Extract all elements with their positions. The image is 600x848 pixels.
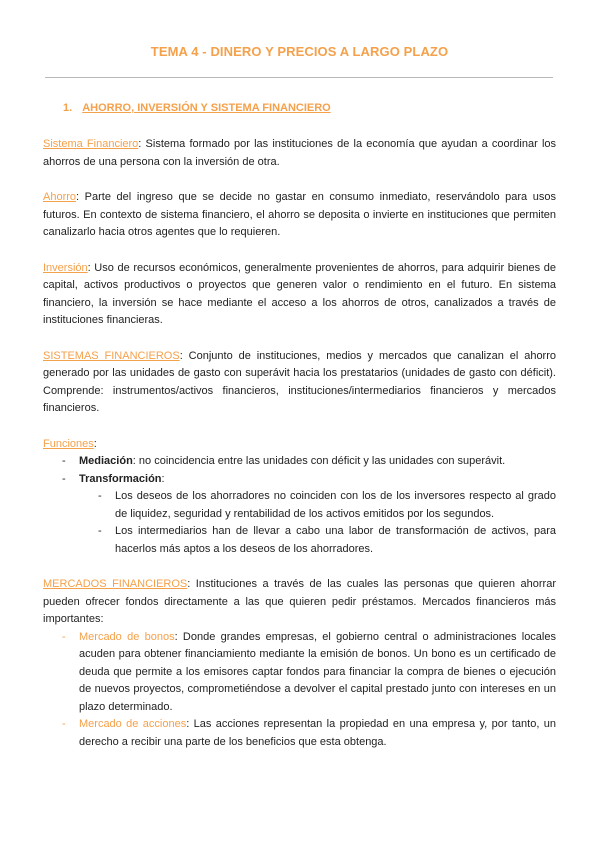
definition-ahorro: : Parte del ingreso que se decide no gastar en consumo inmediato, reservándolo para usos futuros. En contexto de sistema financiero, el ahorro se deposita o invierte en instituciones que permiten canalizarlo hacia otros agentes que lo requieren.	[43, 191, 556, 238]
list-item	[43, 716, 556, 751]
list-item	[43, 629, 556, 717]
item-label: Mediación	[79, 455, 133, 467]
term-mercados-financieros: MERCADOS FINANCIEROS	[43, 578, 188, 590]
paragraph-ahorro	[43, 189, 556, 242]
list-item	[43, 453, 556, 471]
definition-inversion: : Uso de recursos económicos, generalmente provenientes de ahorros, para adquirir bienes de capital, activos productivos o proyectos que generen valor o rendimiento en el futuro. En sistema financiero, la inversión se hace mediante el acceso a los ahorros de otros, canalizados a través de instituciones financieras.	[43, 261, 556, 326]
list-item	[43, 523, 556, 558]
document-title: TEMA 4 - DINERO Y PRECIOS A LARGO PLAZO	[150, 44, 449, 59]
title-divider	[45, 77, 553, 78]
bullet-dash: -	[62, 455, 66, 467]
term-sistema-financiero: Sistema Financiero	[43, 138, 139, 150]
paragraph-sistemas-financieros	[43, 348, 556, 418]
item-label: Mercado de acciones	[79, 718, 187, 730]
mercados-list	[43, 629, 556, 752]
list-item	[43, 488, 556, 523]
sub-item-text: Los deseos de los ahorradores no coinciden con los de los inversores respecto al grado de liquidez, seguridad y rentabilidad de los activos emitidos por los segundos.	[115, 490, 556, 520]
bullet-dash: -	[98, 490, 102, 502]
funciones-colon: :	[93, 437, 97, 450]
definition-sistemas-financieros: : Conjunto de instituciones, medios y mercados que canalizan el ahorro generado por las unidades de gasto con superávit hacia los prestatarios (unidades de gasto con déficit). Comprende: instrumentos/activos financieros, instituciones/intermediarios financieros y mercados financieros.	[43, 349, 557, 414]
section-title: AHORRO, INVERSIÓN Y SISTEMA FINANCIERO	[82, 102, 331, 114]
section-number: 1.	[63, 102, 73, 114]
term-sistemas-financieros: SISTEMAS FINANCIEROS	[43, 349, 180, 362]
definition-mercados-financieros: : Instituciones a través de las cuales las personas que quieren ahorrar pueden ofrecer fondos directamente a las que quieren pedir préstamos. Mercados financieros más importantes:	[43, 578, 556, 625]
transformacion-sublist	[43, 488, 556, 558]
definition-sistema-financiero: : Sistema formado por las instituciones de la economía que ayudan a coordinar los ahorros de una persona con la inversión de otra.	[43, 138, 557, 168]
item-text: : Las acciones representan la propiedad en una empresa y, por tanto, un derecho a recibir una parte de los beneficios que esta obtenga.	[79, 718, 557, 748]
sub-item-text: Los intermediarios han de llevar a cabo una labor de transformación de activos, para hacerlos más aptos a los deseos de los ahorradores.	[115, 525, 556, 555]
bullet-dash: -	[62, 630, 66, 643]
item-text: :	[161, 472, 165, 485]
paragraph-mercados-financieros	[43, 576, 556, 629]
list-item	[43, 471, 556, 489]
term-ahorro: Ahorro	[43, 191, 77, 203]
term-funciones: Funciones	[43, 437, 94, 450]
paragraph-inversion	[43, 260, 556, 330]
funciones-list	[43, 453, 556, 488]
item-text: : no coincidencia entre las unidades con déficit y las unidades con superávit.	[132, 455, 506, 467]
bullet-dash: -	[98, 525, 102, 537]
bullet-dash: -	[62, 472, 66, 485]
section-heading	[63, 102, 556, 114]
paragraph-sistema-financiero	[43, 136, 556, 171]
item-label: Transformación	[79, 472, 162, 485]
item-label: Mercado de bonos	[79, 630, 175, 643]
term-inversion: Inversión	[43, 261, 88, 274]
bullet-dash: -	[62, 718, 66, 730]
paragraph-funciones	[43, 436, 556, 454]
item-text: : Donde grandes empresas, el gobierno central o administraciones locales acuden para obtener financiamiento mediante la emisión de bonos. Un bono es un certificado de deuda que permite a los emisores captar fondos para financiar la compra de bienes o ejecución de nuevos proyectos, comprometiéndose a devolver el capital prestado junto con intereses en un plazo determinado.	[79, 630, 556, 713]
